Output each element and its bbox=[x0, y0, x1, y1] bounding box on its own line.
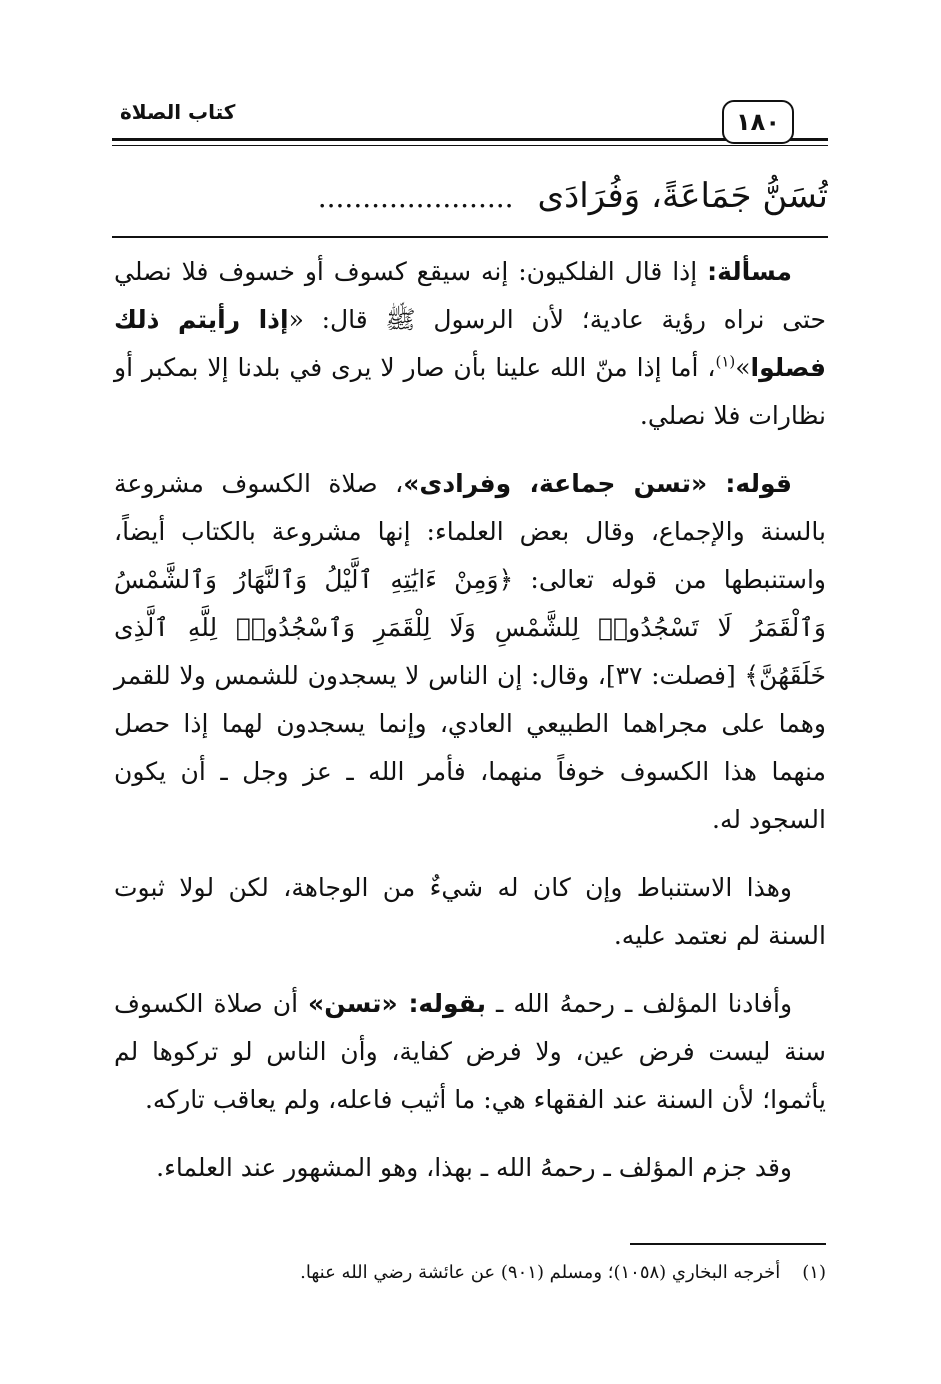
footnote-rule bbox=[630, 1243, 826, 1245]
hadith-quote: إذا رأيتم ذلك فصلوا bbox=[114, 305, 826, 382]
paragraph-lead: مسألة: bbox=[707, 257, 792, 286]
paragraph-lead: قوله: bbox=[725, 469, 792, 498]
paragraph-3: وهذا الاستنباط وإن كان له شيءٌ من الوجاهة، لكن لولا ثبوت السنة لم نعتمد عليه. bbox=[114, 873, 826, 950]
paragraph-2: قوله: «تسن جماعة، وفرادى»، صلاة الكسوف مشروعة بالسنة والإجماع، وقال بعض العلماء: إنها مشروعة بالكتاب أيضاً، واستنبطها من قوله تعالى: ﴿وَمِنْ ءَايَٰتِهِ ٱلَّيْلُ وَٱلنَّهَارُ وَٱلشَّمْسُ وَٱلْقَمَرُ لَا تَسْجُدُوا۟ لِلشَّمْسِ وَلَا لِلْقَمَرِ وَٱسْجُدُوا۟ لِلَّهِ ٱلَّذِى خَلَقَهُنَّ﴾ [فصلت: ٣٧]، وقال: إن الناس لا يسجدون للشمس ولا للقمر وهما على مجراهما الطبيعي العادي، وإنما يسجدون لهما إذا حصل منهما هذا الكسوف خوفاً منهما، فأمر الله ـ عز وجل ـ أن يكون السجود له. bbox=[114, 469, 827, 834]
quran-verse: ﴿وَمِنْ ءَايَٰتِهِ ٱلَّيْلُ وَٱلنَّهَارُ وَٱلشَّمْسُ وَٱلْقَمَرُ لَا تَسْجُدُوا۟ لِلشَّمْسِ وَلَا لِلْقَمَرِ وَٱسْجُدُوا۟ لِلَّهِ ٱلَّذِى خَلَقَهُنَّ﴾ bbox=[114, 565, 826, 690]
matn-dots: ...................... bbox=[317, 181, 514, 214]
book-title: كتاب الصلاة bbox=[116, 100, 239, 124]
bold-phrase: «تسن» bbox=[308, 989, 409, 1018]
commentary-body bbox=[114, 248, 826, 1212]
paragraph-4: وأفادنا المؤلف ـ رحمهُ الله ـ بقوله: «تسن» أن صلاة الكسوف سنة ليست فرض عين، ولا فرض كفاية، وأن الناس لو تركوها لم يأثموا؛ لأن السنة عند الفقهاء هي: ما أثيب فاعله، ولم يعاقب تاركه. bbox=[114, 989, 826, 1114]
footnote-ref[interactable]: (١) bbox=[715, 352, 736, 371]
header-rule-thick bbox=[112, 138, 828, 141]
footnote-number: (١) bbox=[802, 1262, 826, 1283]
header-rule-thin bbox=[112, 145, 828, 146]
matn-quote: «تسن جماعة، وفرادى» bbox=[403, 469, 726, 498]
matn-rule bbox=[112, 236, 828, 238]
paragraph-5: وقد جزم المؤلف ـ رحمهُ الله ـ بهذا، وهو المشهور عند العلماء. bbox=[156, 1153, 792, 1182]
footnote-text: أخرجه البخاري (١٠٥٨)؛ ومسلم (٩٠١) عن عائشة رضي الله عنها. bbox=[300, 1262, 781, 1283]
matn-text: تُسَنُّ جَمَاعَةً، وَفُرَادَى bbox=[537, 176, 828, 216]
matn-line bbox=[112, 166, 828, 226]
footnote bbox=[114, 1258, 826, 1288]
paragraph-1: مسألة: إذا قال الفلكيون: إنه سيقع كسوف أو خسوف فلا نصلي حتى نراه رؤية عادية؛ لأن الرسول ﷺ قال: «إذا رأيتم ذلك فصلوا»$^{(١)}$، أما إذا منّ الله علينا بأن صار لا يرى في بلدنا إلا بمكبر أو نظارات فلا نصلي. bbox=[114, 257, 827, 430]
running-header bbox=[112, 100, 828, 154]
page-number: ١٨٠ bbox=[722, 100, 794, 144]
bold-phrase: بقوله: bbox=[408, 989, 487, 1018]
